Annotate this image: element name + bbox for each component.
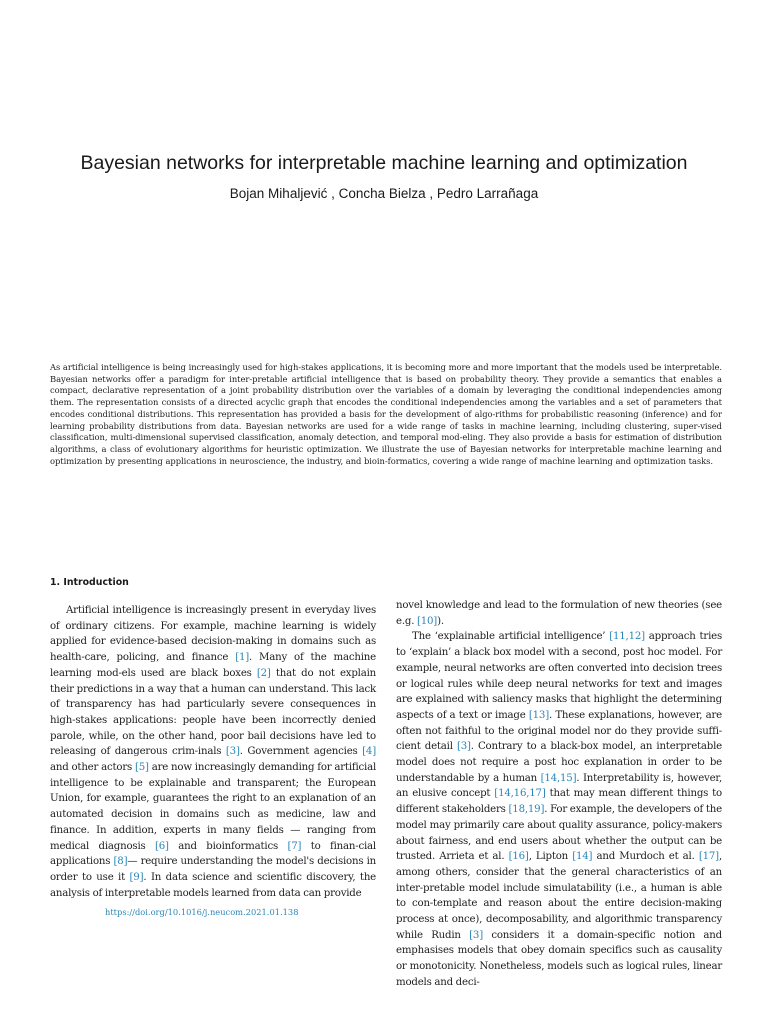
- citation-link[interactable]: [7]: [287, 840, 302, 852]
- citation-link[interactable]: [9]: [129, 871, 144, 883]
- citation-link[interactable]: [8]: [113, 856, 128, 868]
- right-column: [396, 598, 722, 991]
- citation-link[interactable]: [14,15]: [540, 772, 577, 784]
- intro-paragraph-1: Artificial intelligence is increasingly present in everyday lives of ordinary citizens. For example, machine learning is widely applied for evidence-based decision-making in domains such as health-care, policing, and finance [1]. Many of the machine learning mod-els used are black boxes [2] that do not explain their predictions in a way that a human can understand. This lack of transparency has had particularly severe consequences in high-stakes applications: people have been incorrectly denied parole, while, on the other hand, poor bail decisions have led to releasing of dangerous crim-inals [3]. Government agencies [4] and other actors [5] are now increasingly demanding for artificial intelligence to be explainable and transparent; the European Union, for example, guarantees the right to an explanation of an automated decision in domains such as medicine, law and finance. In addition, experts in many fields — ranging from medical diagnosis [6] and bioinformatics [7] to finan-cial applications [8]— require understanding the model's decisions in order to use it [9]. In data science and scientific discovery, the analysis of interpretable models learned from data can provide: [50, 605, 377, 899]
- citation-link[interactable]: [2]: [256, 667, 271, 679]
- citation-link[interactable]: [17]: [698, 851, 719, 863]
- citation-link[interactable]: [3]: [456, 741, 471, 753]
- citation-link[interactable]: [3]: [469, 929, 483, 941]
- section-heading-introduction: 1. Introduction: [50, 577, 129, 588]
- left-column: [50, 603, 376, 901]
- doi-link[interactable]: https://doi.org/10.1016/j.neucom.2021.01.138: [105, 907, 299, 917]
- citation-link[interactable]: [11,12]: [609, 631, 645, 643]
- abstract-text: As artificial intelligence is being increasingly used for high-stakes applications, it is becoming more and more important that the models used be interpretable. Bayesian networks offer a paradigm for inter-pretable artificial intelligence that is based on probability theory. They provide a semantics that enables a compact, declarative representation of a joint probability distribution over the variables of a domain by leveraging the conditional independencies among them. The representation consists of a directed acyclic graph that encodes the conditional independencies among the variables and a set of parameters that encodes conditional distributions. This representation has provided a basis for the development of algo-rithms for probabilistic reasoning (inference) and for learning probability distributions from data. Bayesian networks are used for a wide range of tasks in machine learning, including clustering, super-vised classification, multi-dimensional supervised classification, anomaly detection, and temporal mod-eling. They also provide a basis for estimation of distribution algorithms, a class of evolutionary algorithms for heuristic optimization. We illustrate the use of Bayesian networks for interpretable machine learning and optimization by presenting applications in neuroscience, the industry, and bioin-formatics, covering a wide range of machine learning and optimization tasks.: [50, 362, 722, 466]
- intro-paragraph-3: The ‘explainable artificial intelligence’ [11,12] approach tries to ‘explain’ a black box model with a second, post hoc model. For example, neural networks are often converted into decision trees or logical rules while deep neural networks for text and images are explained with saliency masks that highlight the determining aspects of a text or image [13]. These explanations, however, are often not faithful to the original model nor do they provide suffi-cient detail [3]. Contrary to a black-box model, an interpretable model does not require a post hoc explanation in order to be understandable by a human [14,15]. Interpretability is, however, an elusive concept [14,16,17] that may mean different things to different stakeholders [18,19]. For example, the developers of the model may primarily care about quality assurance, policy-makers about fairness, and end users about whether the output can be trusted. Arrieta et al. [16], Lipton [14] and Murdoch et al. [17], among others, consider that the general characteristics of an inter-pretable model include simulatability (i.e., a human is able to con-template and reason about the entire decision-making process at once), decomposability, and algorithmic transparency while Rudin [3] considers it a domain-specific notion and emphasises models that obey domain specifics such as causality or monotonicity. Nonetheless, models such as logical rules, linear models and deci-: [396, 631, 722, 988]
- citation-link[interactable]: [10]: [416, 615, 438, 627]
- citation-link[interactable]: [18,19]: [508, 804, 545, 816]
- citation-link[interactable]: [4]: [362, 746, 376, 758]
- citation-link[interactable]: [6]: [154, 840, 169, 852]
- author-list: Bojan Mihaljević , Concha Bielza , Pedro Larrañaga: [229, 186, 539, 201]
- citation-link[interactable]: [14]: [572, 851, 593, 863]
- citation-link[interactable]: [5]: [134, 762, 149, 774]
- citation-link[interactable]: [13]: [528, 709, 549, 721]
- paper-title: Bayesian networks for interpretable machine learning and optimization: [80, 152, 688, 174]
- citation-link[interactable]: [3]: [225, 746, 240, 758]
- citation-link[interactable]: [16]: [508, 851, 529, 863]
- intro-paragraph-2: novel knowledge and lead to the formulation of new theories (see e.g. [10]).: [396, 600, 722, 627]
- citation-link[interactable]: [1]: [235, 652, 250, 664]
- citation-link[interactable]: [14,16,17]: [494, 788, 546, 800]
